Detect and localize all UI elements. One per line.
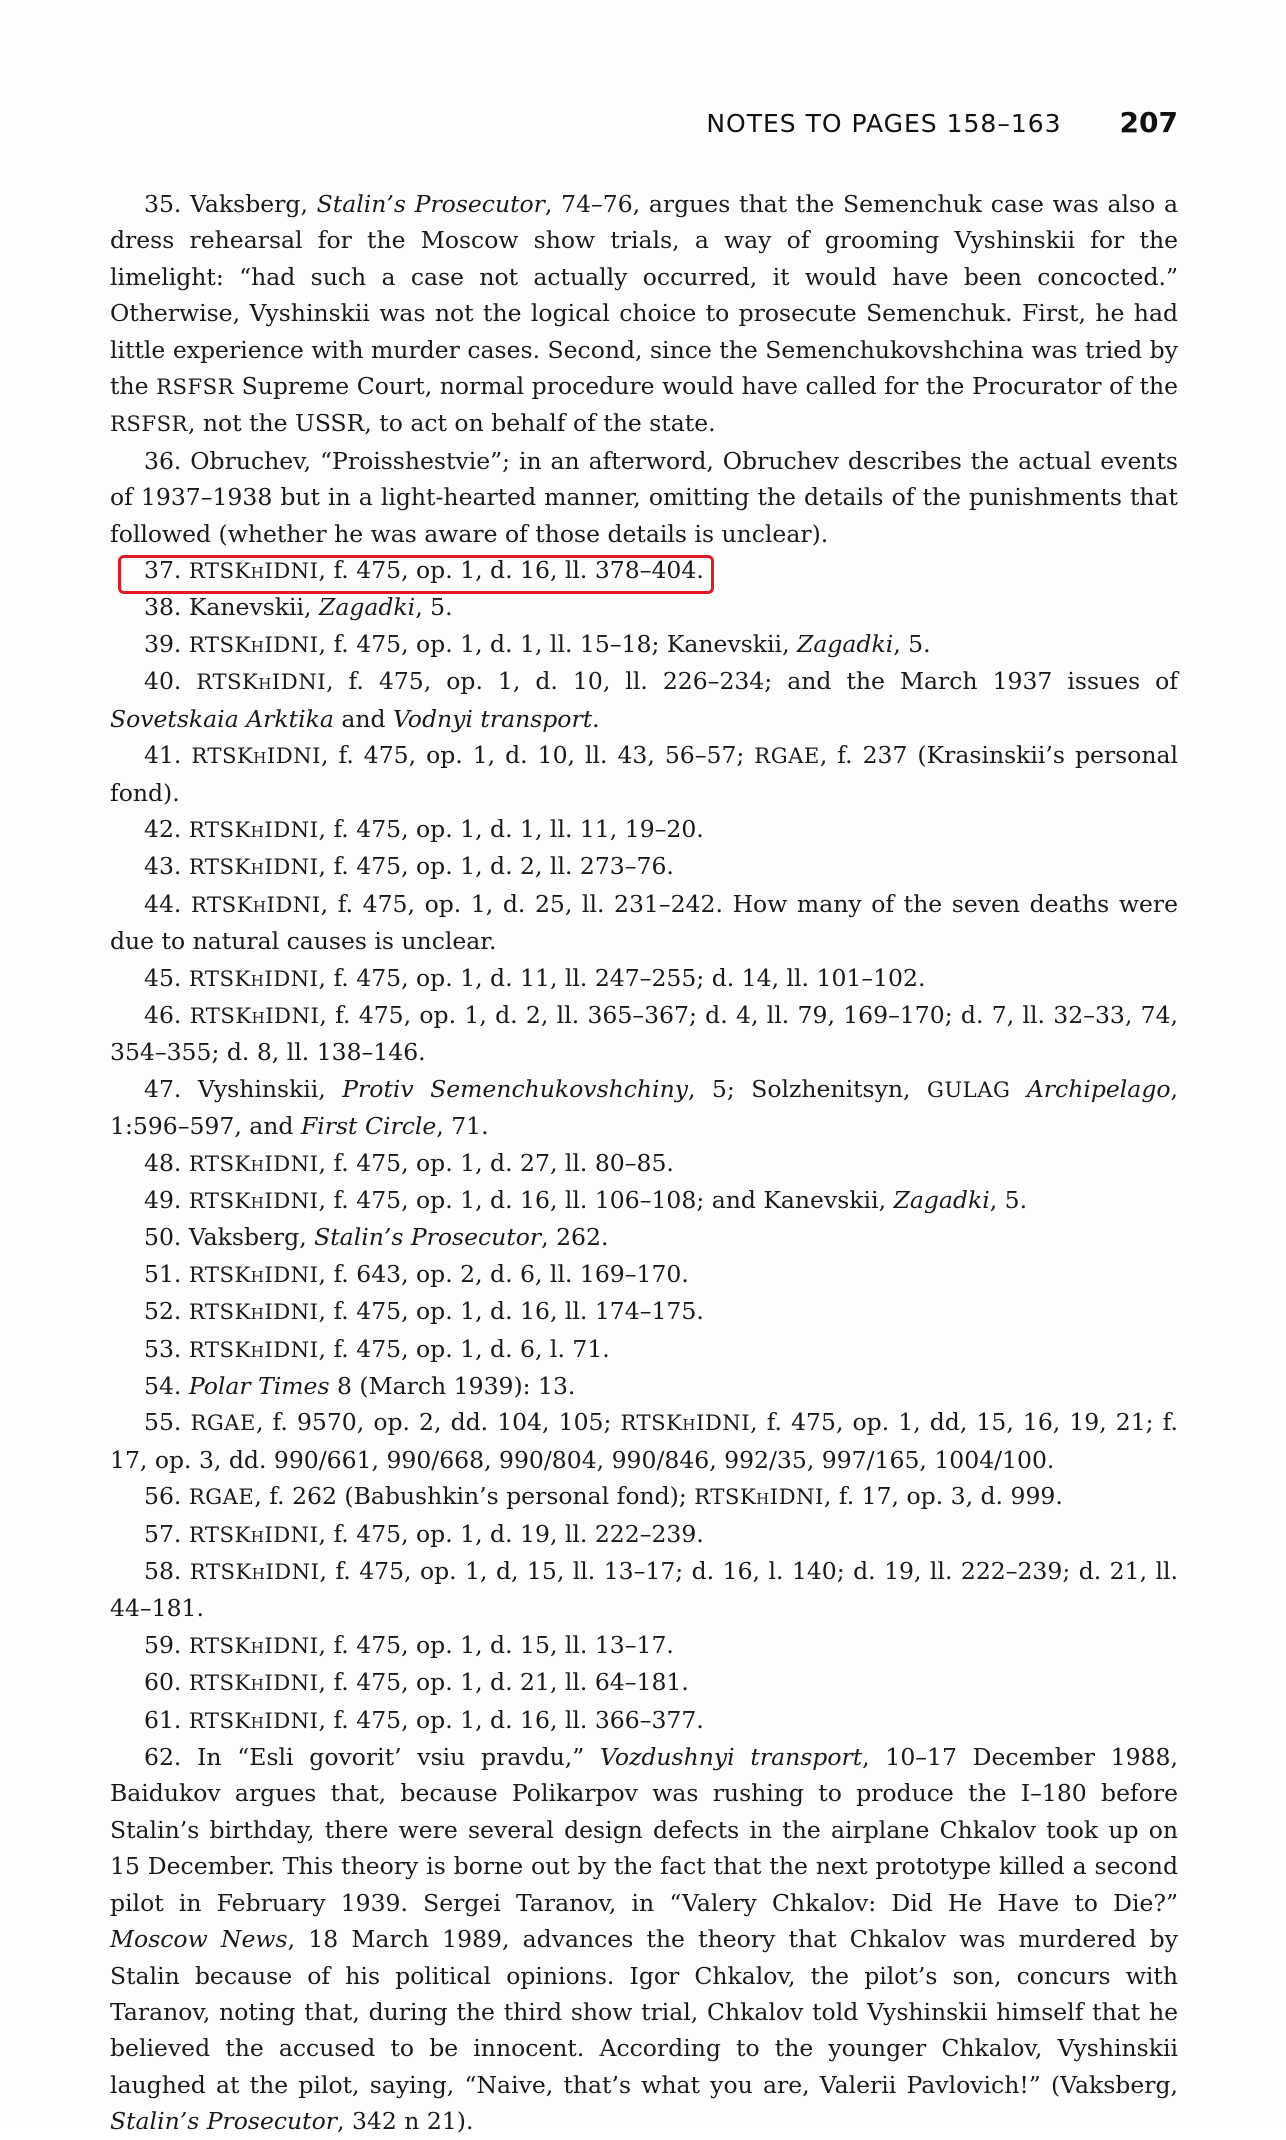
endnote-37-text: 37.	[144, 556, 189, 585]
endnote-56	[110, 1478, 1178, 1515]
endnote-48	[110, 1145, 1178, 1182]
endnote-46-text: , f. 475, op. 1, d. 2, ll. 365–367; d. 4, ll. 79, 169–170; d. 7, ll. 32–33, 74, 354–355; d. 8, ll. 138–146.	[110, 1000, 1179, 1067]
endnote-55	[110, 1404, 1178, 1478]
endnote-58-text: , f. 475, op. 1, d, 15, ll. 13–17; d. 16, l. 140; d. 19, ll. 222–239; d. 21, ll. 44–181.	[110, 1557, 1178, 1623]
endnote-51-text: , f. 643, op. 2, d. 6, ll. 169–170.	[318, 1259, 689, 1288]
endnote-43-text: RTSKhIDNI	[188, 854, 319, 880]
endnote-47-text: GULAG	[926, 1076, 1011, 1102]
endnote-36	[110, 443, 1178, 552]
endnotes-list	[110, 186, 1178, 2140]
endnote-52	[110, 1293, 1178, 1330]
endnote-40-text: , f. 475, op. 1, d. 10, ll. 226–234; and the March 1937 issues of	[326, 667, 1179, 696]
endnote-39-text: , f. 475, op. 1, d. 1, ll. 15–18; Kanevskii,	[318, 629, 798, 658]
endnote-57-text: , f. 475, op. 1, d. 19, ll. 222–239.	[318, 1519, 704, 1548]
endnote-41-text: RGAE	[754, 743, 820, 769]
endnote-39-text: Zagadki	[797, 629, 894, 658]
endnote-56-text: RTSKhIDNI	[694, 1484, 824, 1510]
endnote-44	[110, 886, 1178, 960]
endnote-62-text: , 10–17 December 1988, Baidukov argues that, because Polikarpov was rushing to produce the I–180 before Stalin’s birthday, there were several design defects in the airplane Chkalov took up on 15 December. This theory is borne out by the fact that the next prototype killed a second pilot in February 1939. Sergei Taranov, in “Valery Chkalov: Did He Have to Die?”	[110, 1743, 1178, 1917]
endnote-62-text: 62. In “Esli govorit’ vsiu pravdu,”	[144, 1743, 601, 1772]
endnote-52-text: 52.	[144, 1297, 189, 1326]
endnote-42-text: 42.	[144, 814, 189, 843]
endnote-57-text: RTSKhIDNI	[188, 1521, 319, 1547]
endnote-59	[110, 1627, 1178, 1664]
endnote-41-text: 41.	[144, 741, 192, 770]
endnote-35-text: Supreme Court, normal procedure would have called for the Procurator of the	[234, 372, 1178, 401]
endnote-40-text: and	[333, 704, 393, 733]
endnote-60	[110, 1664, 1178, 1701]
endnote-51-text: 51.	[144, 1259, 189, 1288]
endnote-47-text: First Circle	[300, 1112, 437, 1141]
endnote-55-text: 55.	[144, 1408, 191, 1437]
endnote-41-text: , f. 475, op. 1, d. 10, ll. 43, 56–57;	[321, 741, 755, 770]
endnote-60-text: , f. 475, op. 1, d. 21, ll. 64–181.	[318, 1668, 689, 1697]
endnote-37-text: , f. 475, op. 1, d. 16, ll. 378–404.	[318, 556, 704, 585]
endnote-61-text: 61.	[144, 1705, 189, 1734]
endnote-62-text: , 18 March 1989, advances the theory that Chkalov was murdered by Stalin because of his political opinions. Igor Chkalov, the pilot’s son, concurs with Taranov, noting that, during the third show trial, Chkalov told Vyshinskii himself that he believed the accused to be innocent. According to the younger Chkalov, Vyshinskii laughed at the pilot, saying, “Naive, that’s what you are, Valerii Pavlovich!” (Vaksberg,	[110, 1925, 1178, 2099]
header-title: NOTES TO PAGES 158–163	[706, 109, 1062, 138]
endnote-53	[110, 1331, 1178, 1368]
endnote-49-text: 49.	[144, 1185, 189, 1214]
endnote-49-text: Zagadki	[893, 1185, 990, 1214]
endnote-47-text: , 71.	[436, 1112, 489, 1141]
endnote-35-text: 35. Vaksberg,	[144, 190, 317, 218]
endnote-35-text: RSFSR	[110, 411, 188, 437]
endnote-53-text: RTSKhIDNI	[188, 1336, 319, 1362]
endnote-45-text: 45.	[144, 963, 189, 992]
endnote-39-text: , 5.	[893, 629, 931, 658]
endnote-35-text: RSFSR	[156, 374, 235, 400]
endnote-55-text: RTSKhIDNI	[620, 1410, 751, 1436]
running-header	[110, 106, 1178, 146]
endnote-52-text: RTSKhIDNI	[188, 1299, 319, 1325]
endnote-47-text: Archipelago	[1026, 1074, 1171, 1103]
endnote-40-text: 40.	[144, 667, 197, 696]
endnote-62-text: Stalin’s Prosecutor	[110, 2107, 338, 2136]
endnote-55-text: RGAE	[190, 1410, 256, 1436]
endnote-57-text: 57.	[144, 1519, 189, 1548]
endnote-51	[110, 1256, 1178, 1293]
endnote-44-text: RTSKhIDNI	[190, 891, 321, 917]
endnote-38-text: Zagadki	[319, 593, 416, 622]
endnote-47-text: , 5; Solzhenitsyn,	[688, 1074, 927, 1103]
endnote-46-text: RTSKhIDNI	[189, 1002, 320, 1028]
endnote-54	[110, 1368, 1178, 1404]
endnote-40-text: RTSKhIDNI	[196, 669, 327, 695]
endnote-58-text: 58.	[144, 1557, 190, 1586]
endnote-49-text: RTSKhIDNI	[188, 1187, 319, 1213]
endnote-47-text: , 1:596–597, and	[110, 1074, 1178, 1141]
endnote-48-text: 48.	[144, 1148, 189, 1177]
endnote-42	[110, 811, 1178, 848]
endnote-56-text: , f. 17, op. 3, d. 999.	[823, 1482, 1063, 1511]
endnote-62-text: , 342 n 21).	[337, 2107, 474, 2136]
endnote-37-text: RTSKhIDNI	[188, 558, 319, 584]
endnote-52-text: , f. 475, op. 1, d. 16, ll. 174–175.	[318, 1297, 704, 1326]
endnote-56-text: 56.	[144, 1482, 189, 1511]
endnote-47-text: 47. Vyshinskii,	[144, 1074, 343, 1103]
endnote-58	[110, 1553, 1178, 1627]
endnote-56-text: RGAE	[188, 1484, 255, 1510]
endnote-47	[110, 1071, 1178, 1145]
endnote-44-text: , f. 475, op. 1, d. 25, ll. 231–242. How many of the seven deaths were due to natural causes is unclear.	[110, 889, 1179, 956]
endnote-50	[110, 1219, 1178, 1255]
endnote-39-text: RTSKhIDNI	[188, 631, 319, 657]
endnote-48-text: RTSKhIDNI	[188, 1150, 319, 1176]
endnote-35-text: Stalin’s Prosecutor	[316, 190, 545, 218]
endnote-55-text: , f. 9570, op. 2, dd. 104, 105;	[255, 1408, 621, 1437]
endnote-38-text: , 5.	[415, 593, 453, 622]
endnote-40-text: Vodnyi transport	[392, 704, 593, 733]
endnote-47-text: Protiv Semenchukovshchiny	[342, 1074, 688, 1103]
endnote-53-text: , f. 475, op. 1, d. 6, l. 71.	[318, 1334, 610, 1363]
endnote-50-text: Stalin’s Prosecutor	[314, 1223, 542, 1252]
endnote-56-text: , f. 262 (Babushkin’s personal fond);	[254, 1482, 695, 1511]
endnote-61-text: RTSKhIDNI	[188, 1707, 319, 1733]
endnote-40-text: .	[592, 704, 600, 733]
endnote-42-text: , f. 475, op. 1, d. 1, ll. 11, 19–20.	[318, 814, 704, 843]
endnote-50-text: , 262.	[541, 1223, 609, 1252]
endnote-62-text: Moscow News	[110, 1925, 288, 1954]
endnote-54-text: 8 (March 1939): 13.	[329, 1372, 576, 1400]
endnote-60-text: RTSKhIDNI	[188, 1670, 319, 1696]
endnote-60-text: 60.	[144, 1668, 189, 1697]
endnote-40-text: Sovetskaia Arktika	[110, 704, 334, 733]
endnote-45-text: , f. 475, op. 1, d. 11, ll. 247–255; d. 14, ll. 101–102.	[318, 963, 926, 992]
endnote-61-text: , f. 475, op. 1, d. 16, ll. 366–377.	[318, 1705, 704, 1734]
endnote-40	[110, 663, 1178, 737]
endnote-59-text: 59.	[144, 1630, 189, 1659]
endnote-47-text	[1010, 1075, 1026, 1103]
endnote-46	[110, 997, 1178, 1071]
endnote-51-text: RTSKhIDNI	[188, 1261, 319, 1287]
endnote-54-text: 54.	[144, 1372, 189, 1400]
endnote-45	[110, 960, 1178, 997]
endnote-59-text: RTSKhIDNI	[188, 1632, 319, 1658]
endnote-46-text: 46.	[144, 1000, 190, 1029]
endnote-49	[110, 1182, 1178, 1219]
endnote-55-text: , f. 475, op. 1, dd, 15, 16, 19, 21; f. 17, op. 3, dd. 990/661, 990/668, 990/804, 990/846, 992/35, 997/165, 1004/100.	[110, 1408, 1179, 1474]
endnote-38	[110, 589, 1178, 625]
endnote-62-text: Vozdushnyi transport	[600, 1743, 863, 1772]
endnote-48-text: , f. 475, op. 1, d. 27, ll. 80–85.	[318, 1148, 674, 1177]
endnote-41-text: , f. 237 (Krasinskii’s personal fond).	[110, 741, 1178, 807]
endnote-41-text: RTSKhIDNI	[191, 743, 322, 769]
endnote-53-text: 53.	[144, 1334, 189, 1363]
endnote-37	[110, 552, 1178, 589]
endnote-49-text: , 5.	[989, 1185, 1028, 1214]
page-number: 207	[1119, 106, 1178, 139]
endnote-50-text: 50. Vaksberg,	[144, 1223, 315, 1252]
endnote-58-text: RTSKhIDNI	[189, 1559, 320, 1585]
endnote-39-text: 39.	[144, 629, 189, 658]
endnote-59-text: , f. 475, op. 1, d. 15, ll. 13–17.	[318, 1630, 674, 1659]
endnote-35	[110, 186, 1178, 443]
endnote-41	[110, 737, 1178, 811]
endnote-42-text: RTSKhIDNI	[188, 816, 319, 842]
endnote-62	[110, 1739, 1178, 2139]
endnote-43	[110, 848, 1178, 885]
endnote-43-text: , f. 475, op. 1, d. 2, ll. 273–76.	[318, 852, 674, 881]
endnote-61	[110, 1702, 1178, 1739]
endnote-57	[110, 1516, 1178, 1553]
endnote-39	[110, 626, 1178, 663]
endnote-36-text: 36. Obruchev, “Proisshestvie”; in an afterword, Obruchev describes the actual events of 1937–1938 but in a light-hearted manner, omitting the details of the punishments that followed (whether he was aware of those details is unclear).	[110, 446, 1178, 548]
endnote-35-text: , 74–76, argues that the Semenchuk case was also a dress rehearsal for the Moscow show trials, a way of grooming Vyshinskii for the limelight: “had such a case not actually occurred, it would have been concocted.” Otherwise, Vyshinskii was not the logical choice to prosecute Semenchuk. First, he had little experience with murder cases. Second, since the Semenchukovshchina was tried by the	[110, 190, 1178, 401]
endnote-38-text: 38. Kanevskii,	[144, 593, 319, 622]
endnote-49-text: , f. 475, op. 1, d. 16, ll. 106–108; and Kanevskii,	[318, 1185, 894, 1214]
endnote-43-text: 43.	[144, 852, 189, 881]
endnote-35-text: , not the USSR, to act on behalf of the state.	[187, 409, 716, 438]
endnote-44-text: 44.	[144, 889, 191, 918]
endnote-45-text: RTSKhIDNI	[188, 965, 319, 991]
endnote-54-text: Polar Times	[188, 1372, 330, 1400]
